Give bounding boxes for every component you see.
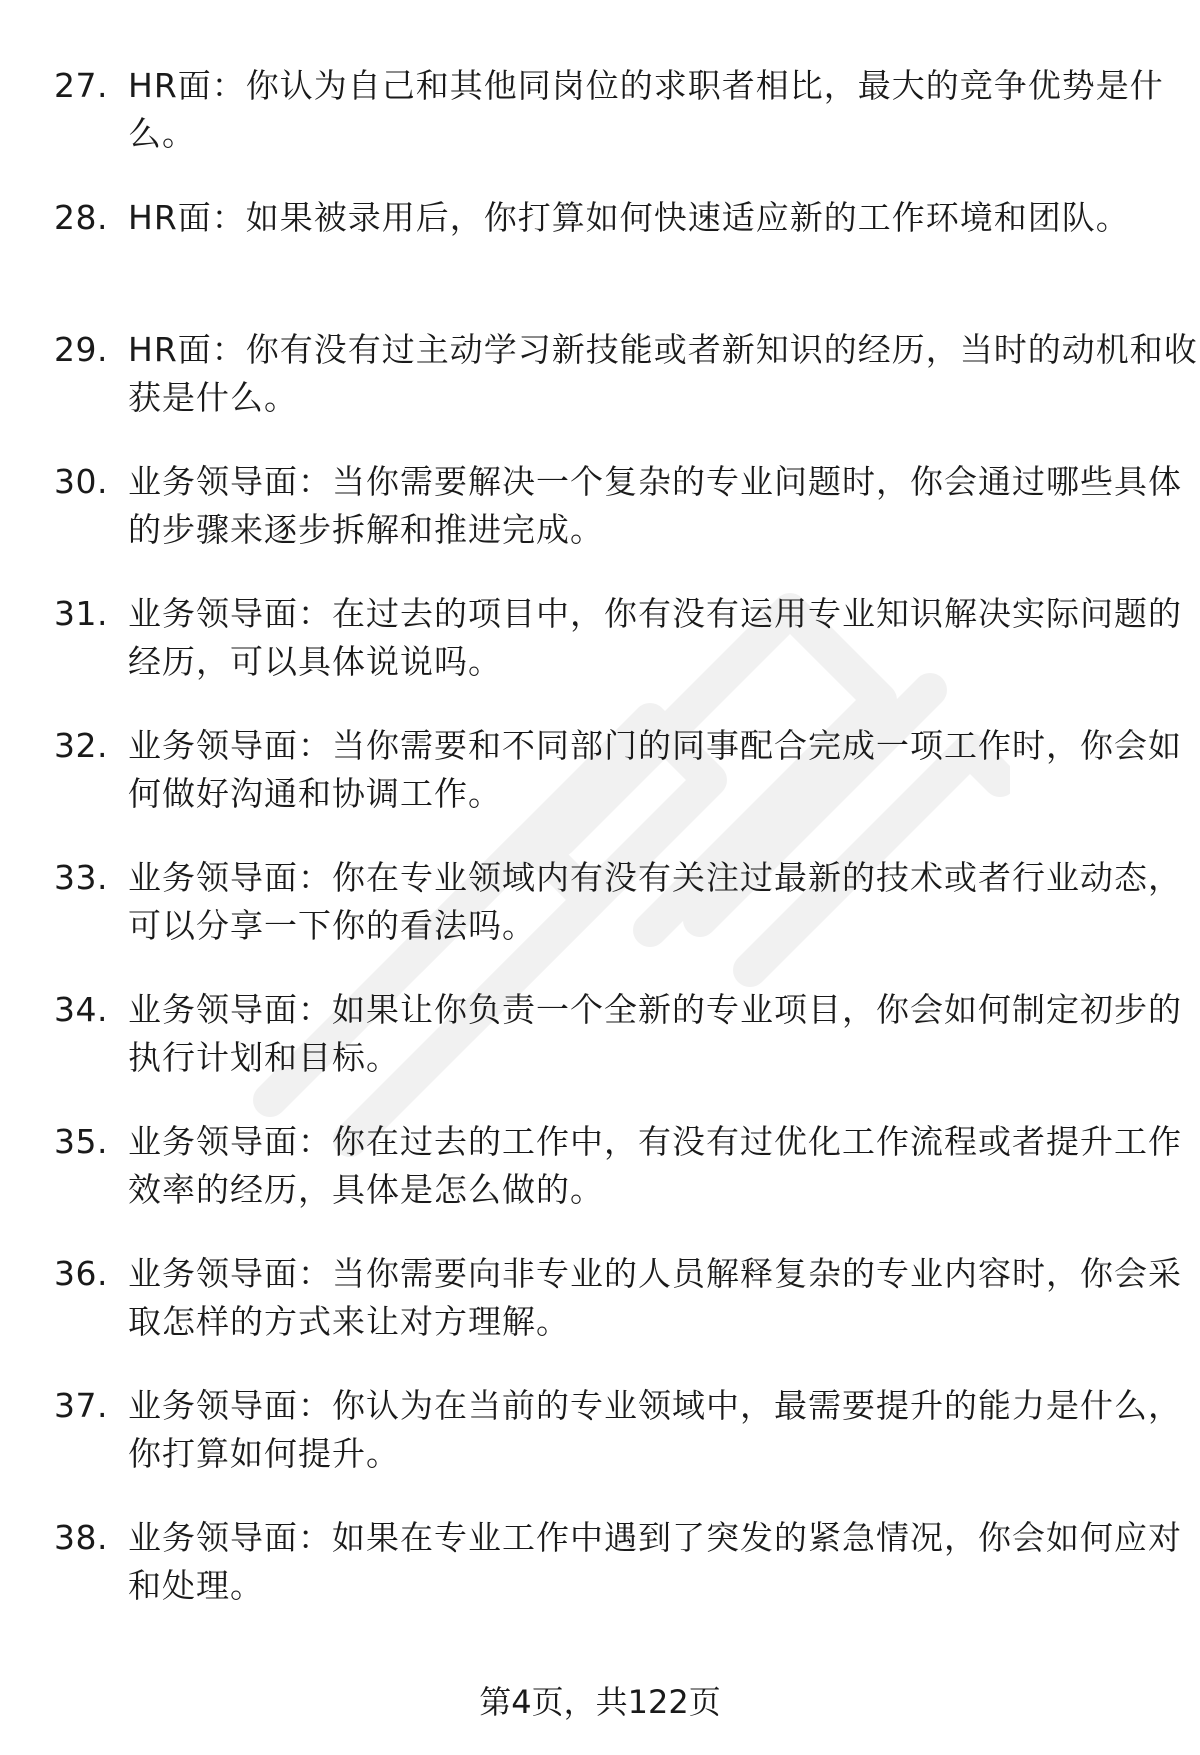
question-text: 业务领导面：当你需要向非专业的人员解释复杂的专业内容时，你会采取怎样的方式来让对方理解。 [128,1254,1182,1341]
question-number: 30. [54,462,108,501]
list-item [54,194,1164,326]
question-text: 业务领导面：如果在专业工作中遇到了突发的紧急情况，你会如何应对和处理。 [128,1518,1182,1605]
question-number: 32. [54,726,108,765]
question-text: 业务领导面：在过去的项目中，你有没有运用专业知识解决实际问题的经历，可以具体说说吗。 [128,594,1182,681]
question-text: HR面：你认为自己和其他同岗位的求职者相比，最大的竞争优势是什么。 [128,66,1164,153]
list-item [54,1514,1182,1646]
list-item [54,854,1182,986]
list-item [54,1382,1182,1514]
question-number: 34. [54,990,108,1029]
question-text: 业务领导面：如果让你负责一个全新的专业项目，你会如何制定初步的执行计划和目标。 [128,990,1182,1077]
question-number: 29. [54,330,108,369]
question-number: 35. [54,1122,108,1161]
list-item [54,722,1182,854]
question-number: 38. [54,1518,108,1557]
question-text: 业务领导面：当你需要解决一个复杂的专业问题时，你会通过哪些具体的步骤来逐步拆解和推进完成。 [128,462,1182,549]
list-item [54,986,1182,1118]
question-list [54,62,1198,1646]
list-item [54,1118,1182,1250]
page-footer: 第4页，共122页 [479,1683,721,1721]
question-number: 28. [54,198,108,237]
list-item [54,62,1164,194]
question-text: 业务领导面：你在过去的工作中，有没有过优化工作流程或者提升工作效率的经历，具体是怎么做的。 [128,1122,1182,1209]
question-number: 36. [54,1254,108,1293]
question-text: 业务领导面：你在专业领域内有没有关注过最新的技术或者行业动态，可以分享一下你的看法吗。 [128,858,1182,945]
question-number: 37. [54,1386,108,1425]
question-text: HR面：你有没有过主动学习新技能或者新知识的经历，当时的动机和收获是什么。 [128,330,1198,417]
question-number: 27. [54,66,108,105]
question-number: 31. [54,594,108,633]
list-item [54,590,1182,722]
question-text: 业务领导面：你认为在当前的专业领域中，最需要提升的能力是什么，你打算如何提升。 [128,1386,1182,1473]
list-item [54,458,1182,590]
question-text: HR面：如果被录用后，你打算如何快速适应新的工作环境和团队。 [128,198,1130,237]
question-text: 业务领导面：当你需要和不同部门的同事配合完成一项工作时，你会如何做好沟通和协调工作。 [128,726,1182,813]
question-number: 33. [54,858,108,897]
list-item [54,1250,1182,1382]
list-item [54,326,1198,458]
